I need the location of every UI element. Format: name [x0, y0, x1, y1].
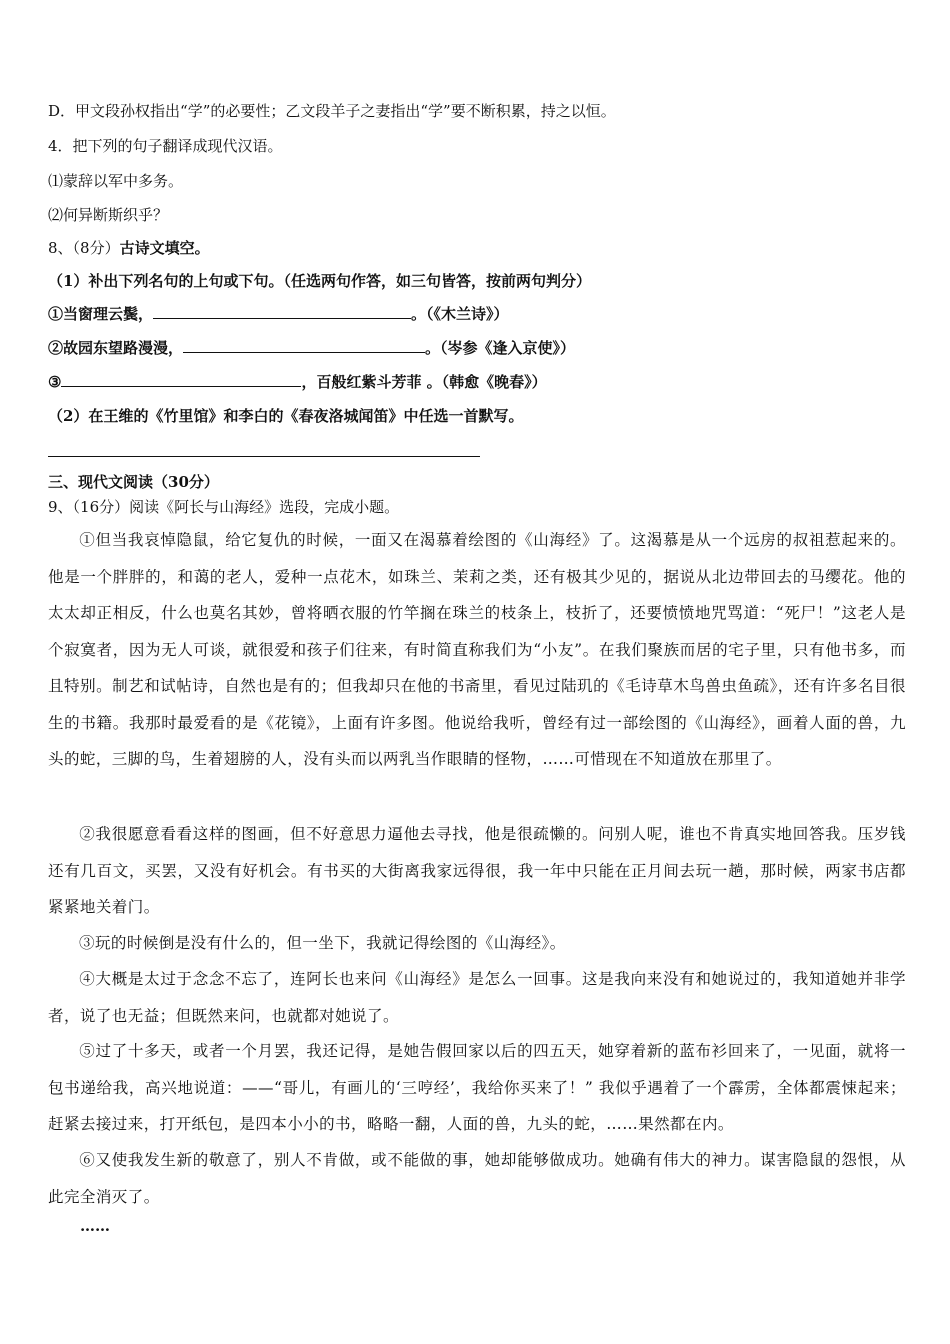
q8-line-2-post: 。（岑参《逢入京使》）: [425, 339, 576, 357]
q8-heading: [48, 238, 210, 258]
ellipsis: ……: [80, 1217, 110, 1235]
q8-line-1-pre: ①当窗理云鬓，: [48, 305, 154, 323]
option-d: D．甲文段孙权指出“学”的必要性；乙文段羊子之妻指出“学”要不断积累，持之以恒。: [48, 102, 616, 120]
q8-sub1: （1）补出下列名句的上句或下句。（任选两句作答，如三句皆答，按前两句判分）: [48, 272, 591, 290]
q8-line-3-post: ，百般红紫斗芳菲 。（韩愈《晚春》）: [301, 373, 547, 391]
q4-title: 4．把下列的句子翻译成现代汉语。: [48, 137, 283, 155]
blank-2: [183, 338, 425, 353]
q8-number: 8、（8分）: [48, 239, 120, 257]
section-3-heading: 三、现代文阅读（30分）: [48, 473, 219, 491]
blank-1: [153, 304, 411, 319]
paragraph-6: ⑥又使我发生新的敬意了，别人不肯做，或不能做的事，她却能够做成功。她确有伟大的神力。谋害隐鼠的怨恨，从此完全消灭了。: [48, 1151, 906, 1206]
q9-intro: 9、（16分）阅读《阿长与山海经》选段，完成小题。: [48, 498, 400, 516]
paragraph-5: ⑤过了十多天，或者一个月罢，我还记得，是她告假回家以后的四五天，她穿着新的蓝布衫回来了，一见面，就将一包书递给我，高兴地说道：——“哥儿，有画儿的‘三哼经’，我给你买来了！” 我似乎遇着了一个霹雳，全体都震悚起来；赶紧去接过来，打开纸包，是四本小小的书，略略一翻，人面的兽，九头的蛇，……果然都在内。: [48, 1042, 906, 1133]
q4-item-2: ⑵何异断斯织乎？: [48, 206, 169, 224]
q8-line-3-pre: ③: [48, 373, 62, 391]
answer-line: [48, 456, 480, 457]
q8-line-2: [48, 338, 575, 358]
q8-line-1: [48, 304, 509, 324]
paragraph-1: ①但当我哀悼隐鼠，给它复仇的时候，一面又在渴慕着绘图的《山海经》了。这渴慕是从一个远房的叔祖惹起来的。他是一个胖胖的，和蔼的老人，爱种一点花木，如珠兰、茉莉之类，还有极其少见的，据说从北边带回去的马缨花。他的太太却正相反，什么也莫名其妙，曾将晒衣服的竹竿搁在珠兰的枝条上，枝折了，还要愤愤地咒骂道：“死尸！”这老人是个寂寞者，因为无人可谈，就很爱和孩子们往来，有时简直称我们为“小友”。在我们聚族而居的宅子里，只有他书多，而且特别。制艺和试帖诗，自然也是有的；但我却只在他的书斋里，看见过陆玑的《毛诗草木鸟兽虫鱼疏》，还有许多名目很生的书籍。我那时最爱看的是《花镜》，上面有许多图。他说给我听，曾经有过一部绘图的《山海经》，画着人面的兽，九头的蛇，三脚的鸟，生着翅膀的人，没有头而以两乳当作眼睛的怪物，……可惜现在不知道放在那里了。: [48, 531, 906, 768]
paragraph-4: ④大概是太过于念念不忘了，连阿长也来问《山海经》是怎么一回事。这是我向来没有和她说过的，我知道她并非学者，说了也无益；但既然来问，也就都对她说了。: [48, 970, 906, 1025]
blank-3: [61, 372, 301, 387]
paragraph-3: ③玩的时候倒是没有什么的，但一坐下，我就记得绘图的《山海经》。: [79, 934, 566, 952]
q4-item-1: ⑴蒙辞以军中多务。: [48, 172, 184, 190]
q8-line-3: [48, 372, 547, 392]
q8-title: 古诗文填空。: [119, 239, 210, 257]
q8-sub2: （2）在王维的《竹里馆》和李白的《春夜洛城闻笛》中任选一首默写。: [48, 407, 524, 425]
q8-line-2-pre: ②故园东望路漫漫，: [48, 339, 184, 357]
q8-line-1-post: 。（《木兰诗》）: [411, 305, 509, 323]
paragraph-2: ②我很愿意看看这样的图画，但不好意思力逼他去寻找，他是很疏懒的。问别人呢，谁也不肯真实地回答我。压岁钱还有几百文，买罢，又没有好机会。有书买的大街离我家远得很，我一年中只能在正月间去玩一趟，那时候，两家书店都紧紧地关着门。: [48, 825, 906, 916]
